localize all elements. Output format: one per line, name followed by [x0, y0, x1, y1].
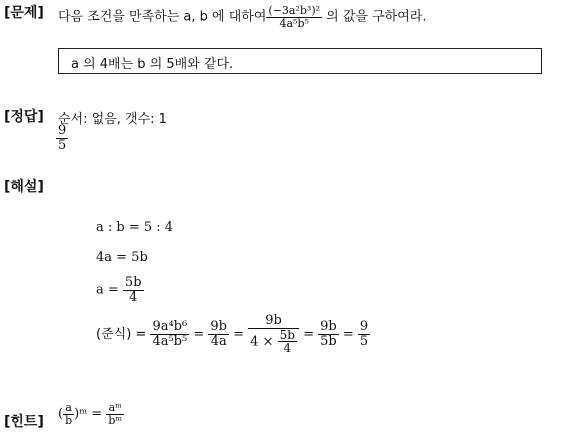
- equals-sign: =: [233, 326, 245, 342]
- solution-frac-1-den: 4a⁵b⁵: [152, 333, 188, 349]
- solution-line-equation: 4a = 5b: [96, 250, 148, 265]
- solution-frac-1: [150, 320, 189, 348]
- solution-frac-2: [208, 320, 229, 348]
- solution-frac-3-den: [248, 329, 299, 355]
- problem-prefix: 다음 조건을 만족하는 a, b 에 대하여: [58, 9, 267, 25]
- explanation-label: [해설]: [4, 179, 44, 195]
- problem-suffix: 의 값을 구하여라.: [322, 9, 427, 25]
- answer-numerator: 9: [58, 123, 67, 138]
- solution-frac-2-num: 9b: [210, 319, 227, 335]
- hint-rhs-num: aᵐ: [106, 402, 124, 415]
- solution-frac-3-inner-num: 5b: [279, 327, 295, 342]
- answer-label: [정답]: [4, 109, 44, 125]
- solution-frac-5-den: 5: [359, 333, 369, 349]
- problem-expression: [266, 5, 322, 29]
- solution-line-final: [96, 314, 370, 355]
- solution-frac-3: [248, 314, 299, 355]
- solution-frac-5: [358, 320, 370, 348]
- condition-text: a 의 4배는 b 의 5배와 같다.: [71, 57, 234, 72]
- answer-value: [56, 124, 68, 152]
- hint-open-paren: (: [58, 406, 64, 422]
- answer-meta: 순서: 없음, 갯수: 1: [58, 112, 167, 127]
- solution-frac-4-num: 9b: [320, 319, 337, 335]
- solution-frac-3-num: 9b: [248, 314, 299, 329]
- solution-frac-4: [318, 320, 339, 348]
- answer-denominator: 5: [58, 137, 67, 153]
- solution-a-num: 5b: [124, 275, 142, 290]
- solution-frac-1-num: 9a⁴b⁶: [152, 319, 188, 335]
- solution-a-den: 4: [129, 289, 138, 305]
- hint-close-paren: )ᵐ =: [74, 406, 103, 422]
- solution-line-ratio: a : b = 5 : 4: [96, 220, 174, 235]
- solution-frac-2-den: 4a: [210, 333, 227, 349]
- problem-expr-numerator: (−3a²b³)²: [268, 4, 321, 17]
- solution-frac-4-den: 5b: [320, 333, 337, 349]
- hint-formula: [58, 402, 124, 426]
- solution-line-a: [96, 276, 144, 304]
- equals-sign: =: [342, 326, 354, 342]
- solution-final-lhs: (준식) =: [96, 326, 147, 342]
- solution-frac-3-den-prefix: 4 ×: [250, 334, 274, 350]
- hint-inner-den: b: [65, 413, 73, 427]
- problem-expr-denominator: 4a⁵b⁵: [279, 16, 309, 30]
- equals-sign: =: [193, 326, 205, 342]
- solution-frac-5-num: 9: [359, 319, 369, 335]
- equals-sign: =: [303, 326, 314, 342]
- hint-label: [힌트]: [4, 414, 44, 430]
- problem-statement: [58, 5, 426, 29]
- hint-rhs-fraction: [106, 402, 124, 426]
- solution-a-fraction: [123, 276, 144, 304]
- hint-inner-fraction: [63, 402, 74, 426]
- hint-inner-num: a: [63, 402, 74, 415]
- hint-rhs-den: bᵐ: [108, 413, 123, 427]
- solution-frac-3-inner: [278, 329, 297, 355]
- answer-fraction: [56, 124, 68, 152]
- solution-frac-3-inner-den: 4: [283, 341, 292, 356]
- problem-label: [문제]: [4, 5, 44, 21]
- solution-a-lhs: a =: [96, 282, 119, 298]
- condition-box: [58, 48, 542, 74]
